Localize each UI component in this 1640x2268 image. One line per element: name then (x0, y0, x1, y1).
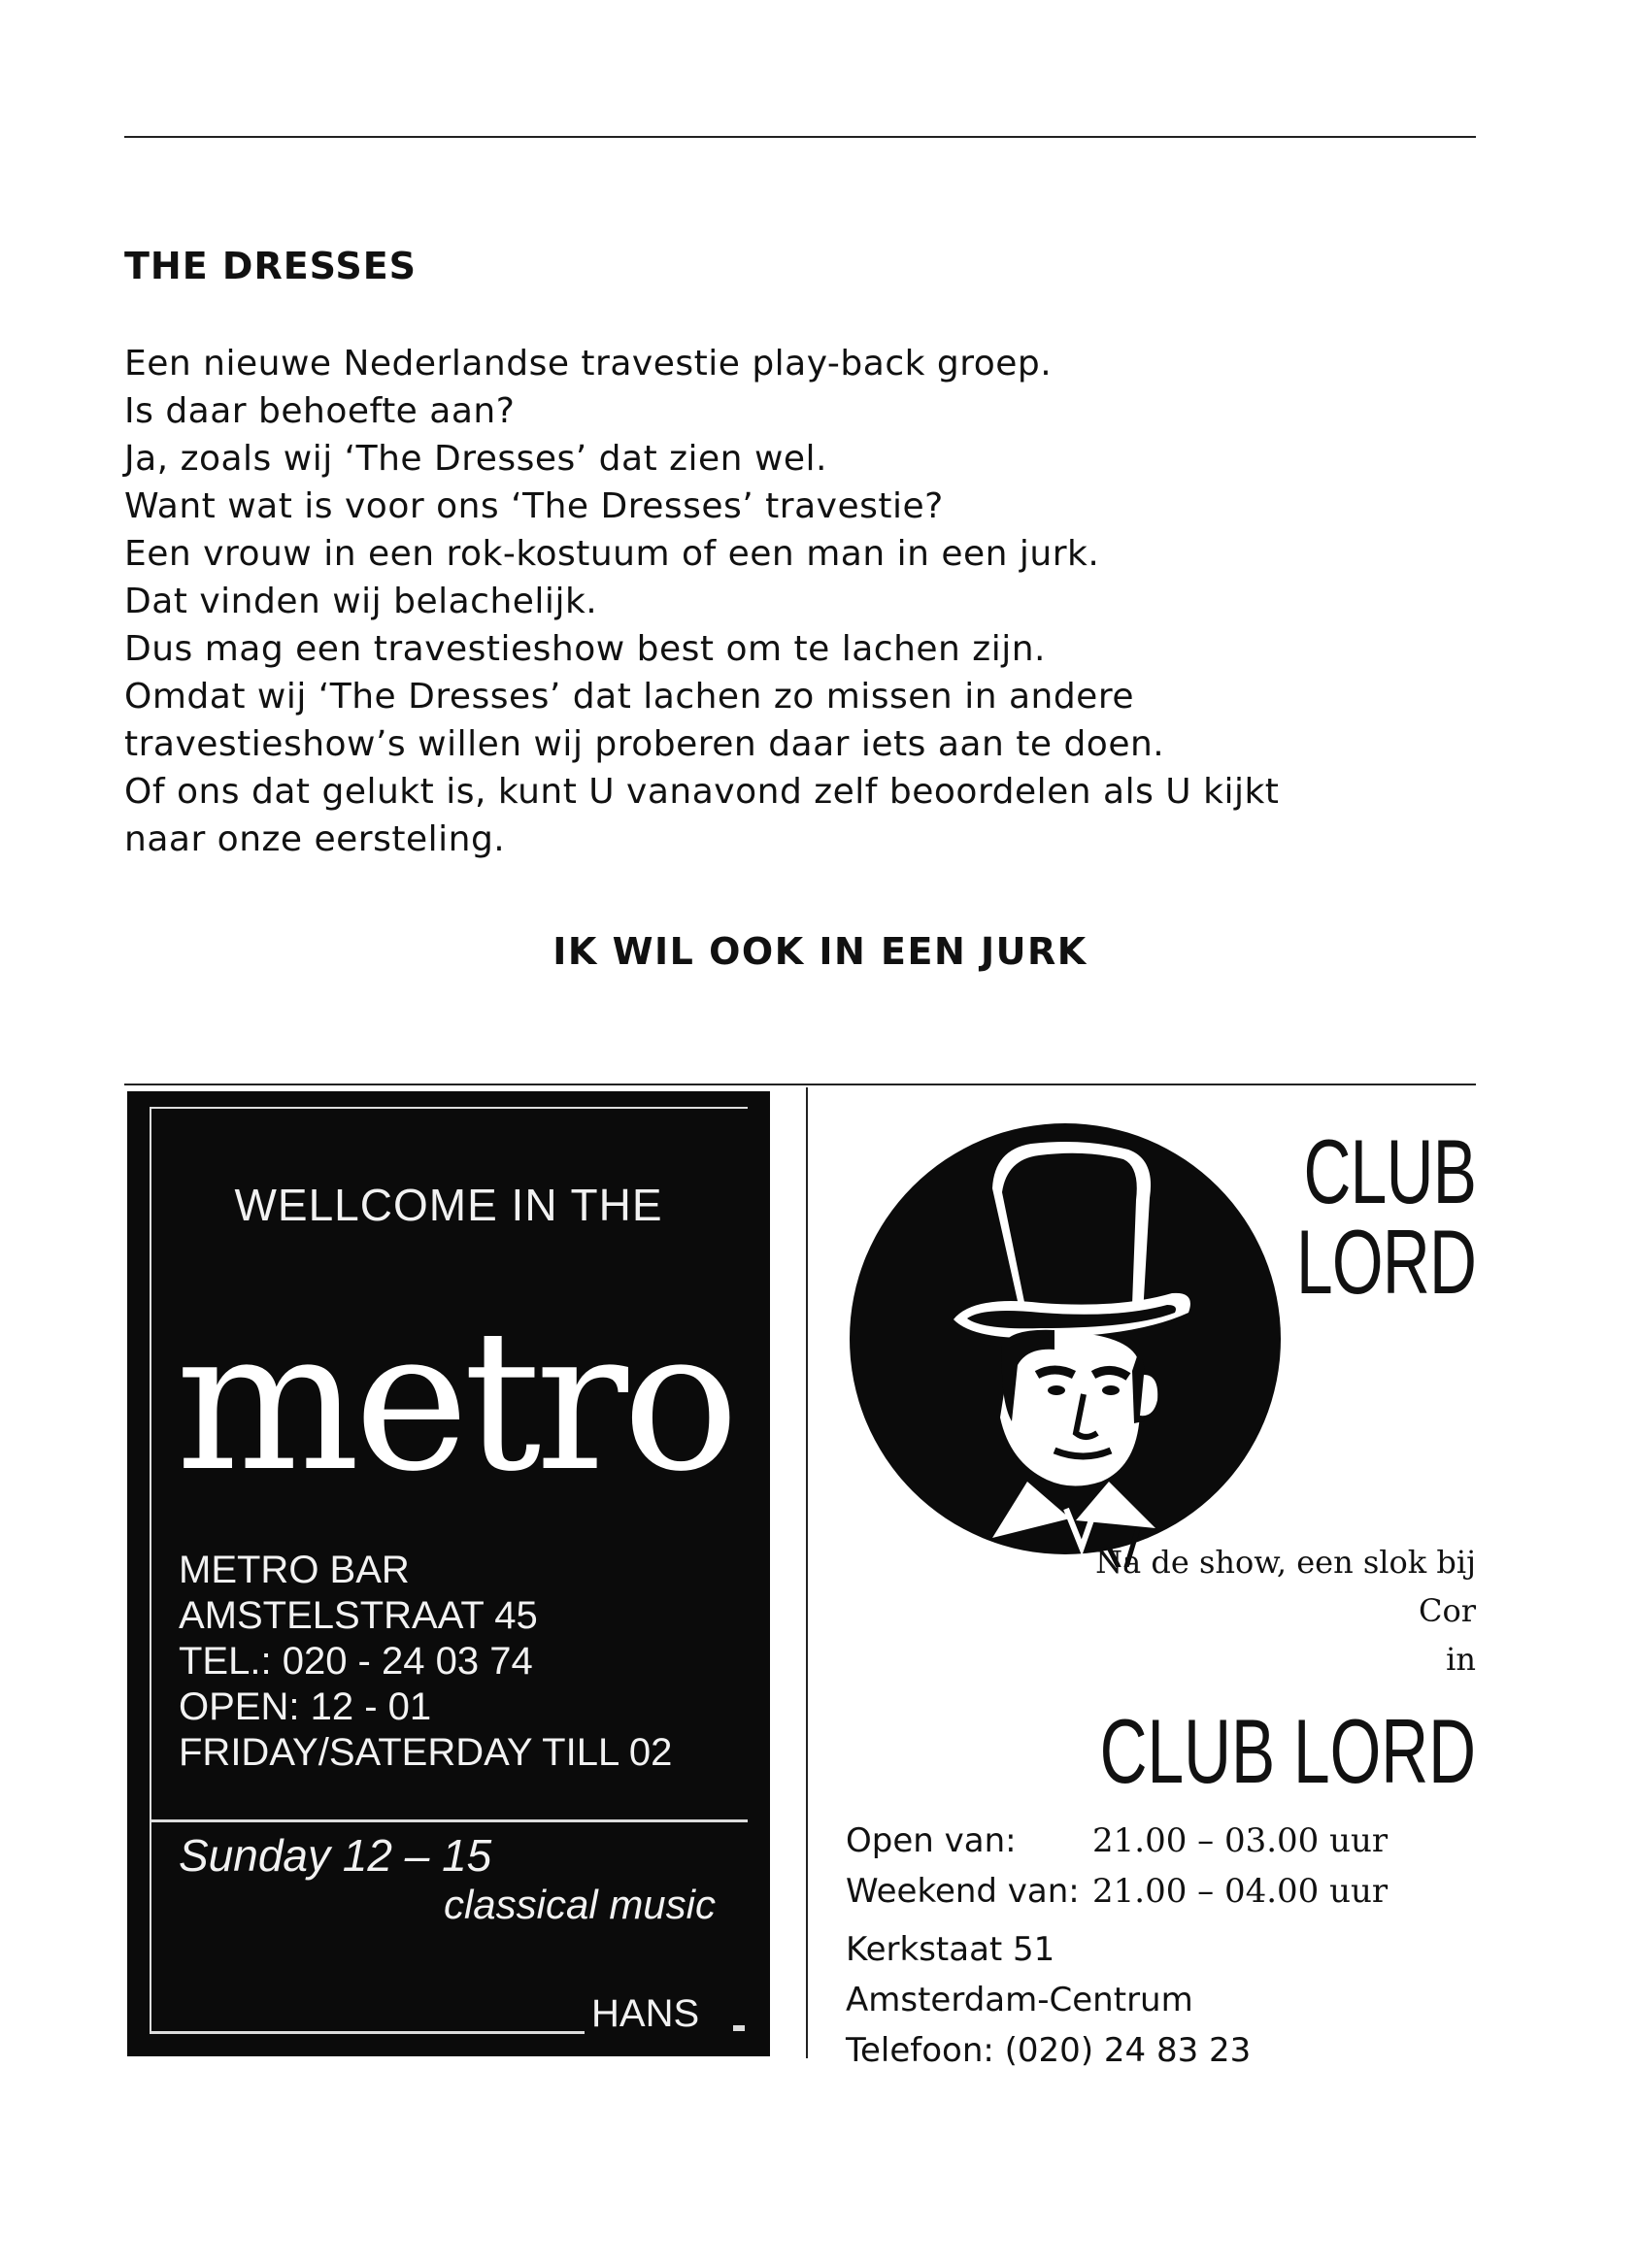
metro-info-line: FRIDAY/SATERDAY TILL 02 (179, 1731, 673, 1774)
article-line: Is daar behoefte aan? (124, 391, 516, 431)
article-title: THE DRESSES (124, 245, 418, 287)
club-lord-hours-row (846, 1816, 1388, 1866)
article-line: Een nieuwe Nederlandse travestie play-back groep. (124, 344, 1053, 384)
club-lord-address (846, 1924, 1251, 2076)
club-lord-brand-bottom: CLUB LORD (1099, 1700, 1476, 1802)
top-hat-gentleman-icon (847, 1120, 1313, 1567)
metro-frame-bottom (150, 2031, 585, 2034)
article-line: Of ons dat gelukt is, kunt U vanavond zelf beoordelen als U kijkt (124, 772, 1280, 812)
club-lord-address-line: Amsterdam-Centrum (846, 1981, 1193, 2019)
metro-signature-mark (733, 2025, 745, 2031)
article-line: travestieshow’s willen wij proberen daar iets aan te doen. (124, 724, 1165, 764)
club-lord-address-line: Telefoon: (020) 24 83 23 (846, 2031, 1252, 2070)
article-line: Want wat is voor ons ‘The Dresses’ travestie? (124, 486, 944, 526)
club-lord-tagline-line: Cor (1418, 1592, 1476, 1629)
club-lord-brand-word: CLUB (1303, 1120, 1476, 1222)
club-lord-ad (816, 1091, 1495, 2070)
article-slogan: IK WIL OOK IN EEN JURK (552, 930, 1088, 973)
metro-frame-divider (150, 1819, 748, 1822)
club-lord-brand-top (1295, 1120, 1476, 1313)
club-lord-tagline (1095, 1538, 1476, 1684)
metro-ad (127, 1091, 770, 2056)
metro-frame-left (150, 1107, 151, 2033)
metro-info-line: TEL.: 020 - 24 03 74 (179, 1640, 533, 1683)
top-rule (124, 136, 1476, 138)
club-lord-hours (846, 1816, 1388, 1917)
club-lord-address-line: Kerkstaat 51 (846, 1930, 1055, 1969)
metro-info-line: METRO BAR (179, 1549, 410, 1591)
article-line: Omdat wij ‘The Dresses’ dat lachen zo missen in andere (124, 677, 1134, 717)
metro-sunday: Sunday 12 – 15 (179, 1830, 492, 1881)
club-lord-tagline-line: in (1446, 1641, 1476, 1678)
metro-info (179, 1548, 672, 1776)
ads-divider-rule (124, 1084, 1476, 1085)
club-lord-tagline-line: Na de show, een slok bij (1095, 1544, 1476, 1581)
metro-music: classical music (443, 1882, 716, 1927)
article-line: Ja, zoals wij ‘The Dresses’ dat zien wel. (124, 439, 827, 479)
article-line: Een vrouw in een rok-kostuum of een man in een jurk. (124, 534, 1100, 574)
article-line: Dat vinden wij belachelijk. (124, 582, 598, 621)
hours-label: Weekend van: (846, 1872, 1080, 1911)
article-line: naar onze eersteling. (124, 819, 506, 859)
metro-info-line: OPEN: 12 - 01 (179, 1685, 432, 1728)
metro-logo: metro (176, 1288, 734, 1515)
article-body (124, 340, 1484, 863)
article-line: Dus mag een travestieshow best om te lachen zijn. (124, 629, 1046, 669)
ads-vertical-divider (806, 1087, 808, 2058)
metro-welcome: WELLCOME IN THE (234, 1180, 663, 1230)
metro-frame-top (150, 1107, 748, 1109)
hours-value: 21.00 – 03.00 uur (1092, 1821, 1389, 1860)
hours-label: Open van: (846, 1821, 1017, 1860)
metro-signature: HANS (591, 1992, 700, 2035)
hours-value: 21.00 – 04.00 uur (1092, 1872, 1389, 1911)
metro-info-line: AMSTELSTRAAT 45 (179, 1594, 538, 1637)
club-lord-brand-word: LORD (1295, 1211, 1476, 1313)
club-lord-hours-row (846, 1866, 1388, 1917)
